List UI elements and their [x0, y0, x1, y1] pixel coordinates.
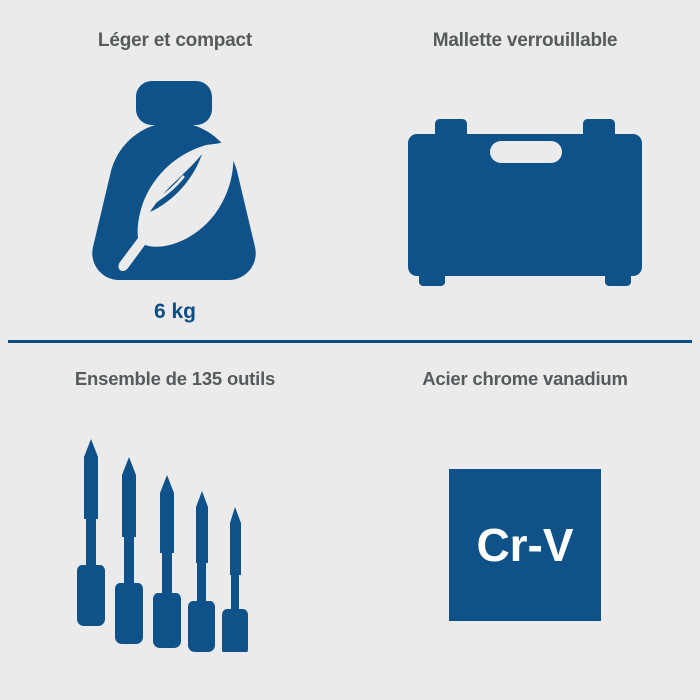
- crv-badge-text: Cr-V: [476, 518, 574, 571]
- panel-steel-type-caption: Acier chrome vanadium: [422, 368, 628, 389]
- panel-steel-type: [350, 345, 700, 700]
- crv-square-icon: [449, 469, 601, 621]
- panel-steel-type-art: [350, 389, 700, 700]
- panel-lockable-case-caption: Mallette verrouillable: [432, 30, 618, 51]
- panel-lightweight-art: [0, 52, 350, 300]
- panel-lightweight-caption: Léger et compact: [97, 30, 253, 51]
- panel-tool-set-caption: Ensemble de 135 outils: [74, 368, 276, 389]
- panel-lockable-case: [350, 0, 700, 340]
- panel-tool-set: [0, 345, 350, 700]
- toolbox-case-icon: [405, 96, 645, 296]
- panel-lightweight-value: 6 kg: [153, 300, 197, 323]
- weight-feather-icon: [90, 68, 260, 283]
- panel-lightweight: [0, 0, 350, 340]
- panel-lockable-case-art: [350, 52, 700, 340]
- screwdrivers-icon: [70, 437, 280, 652]
- section-divider: [8, 340, 692, 343]
- panel-tool-set-art: [0, 389, 350, 700]
